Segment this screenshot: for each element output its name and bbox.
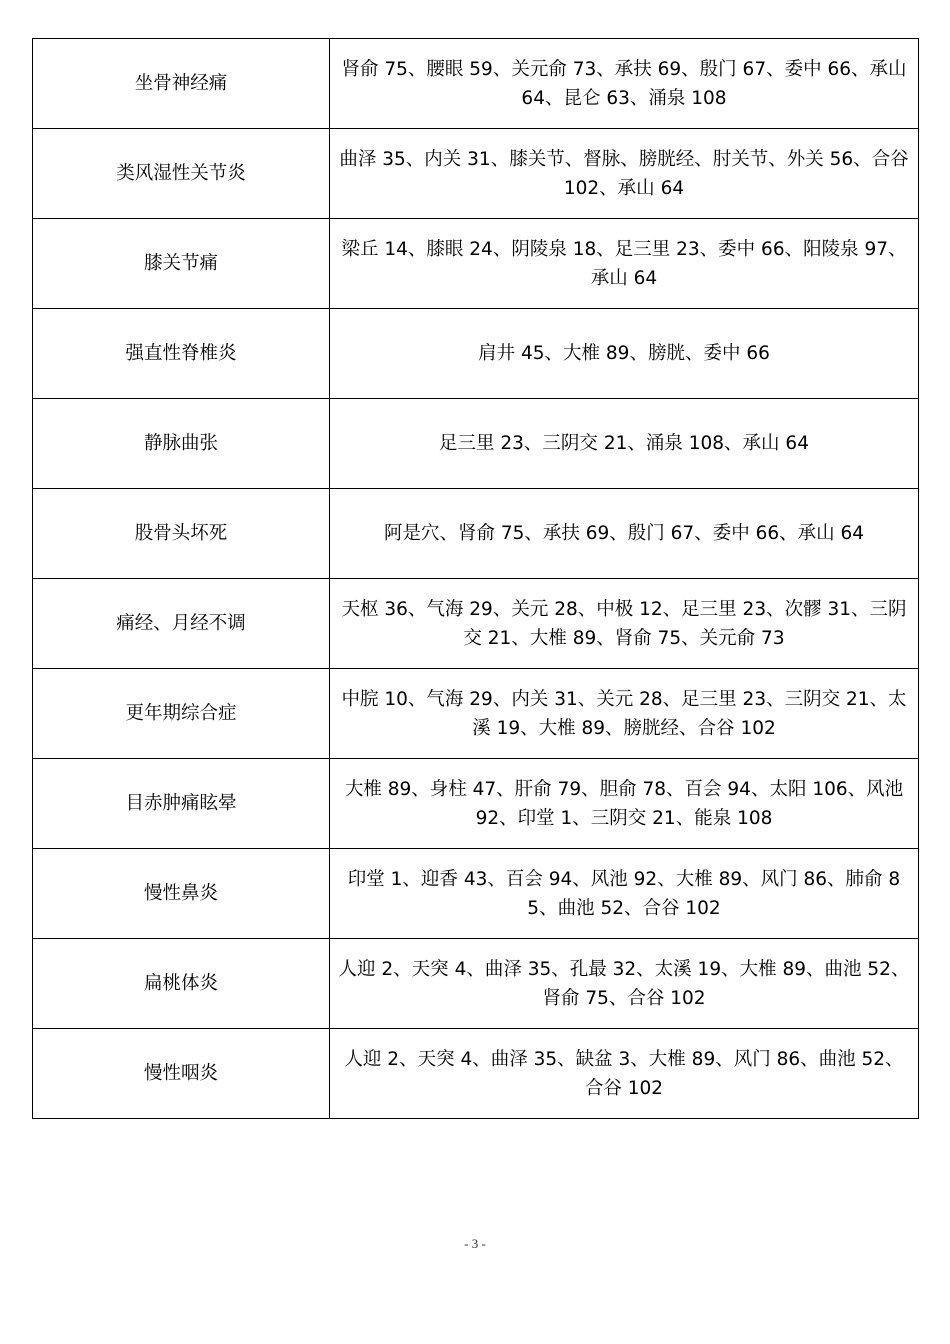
table-row: [33, 489, 919, 579]
acupoints-cell: 人迎 2、天突 4、曲泽 35、缺盆 3、大椎 89、风门 86、曲池 52、合谷 102: [330, 1029, 919, 1119]
acupoints-cell: 天枢 36、气海 29、关元 28、中极 12、足三里 23、次髎 31、三阴交 21、大椎 89、肾俞 75、关元俞 73: [330, 579, 919, 669]
table-row: [33, 39, 919, 129]
table-row: [33, 129, 919, 219]
condition-cell: 静脉曲张: [33, 399, 330, 489]
condition-cell: 类风湿性关节炎: [33, 129, 330, 219]
acupoints-cell: 阿是穴、肾俞 75、承扶 69、殷门 67、委中 66、承山 64: [330, 489, 919, 579]
acupoints-cell: 梁丘 14、膝眼 24、阴陵泉 18、足三里 23、委中 66、阳陵泉 97、承山 64: [330, 219, 919, 309]
condition-cell: 坐骨神经痛: [33, 39, 330, 129]
condition-cell: 扁桃体炎: [33, 939, 330, 1029]
condition-cell: 痛经、月经不调: [33, 579, 330, 669]
acupoints-cell: 肾俞 75、腰眼 59、关元俞 73、承扶 69、殷门 67、委中 66、承山 64、昆仑 63、涌泉 108: [330, 39, 919, 129]
table-row: [33, 849, 919, 939]
page-number: - 3 -: [464, 1236, 486, 1251]
condition-cell: 强直性脊椎炎: [33, 309, 330, 399]
acupoints-cell: 曲泽 35、内关 31、膝关节、督脉、膀胱经、肘关节、外关 56、合谷 102、承山 64: [330, 129, 919, 219]
acupoints-cell: 大椎 89、身柱 47、肝俞 79、胆俞 78、百会 94、太阳 106、风池 92、印堂 1、三阴交 21、能泉 108: [330, 759, 919, 849]
acupoints-cell: 中脘 10、气海 29、内关 31、关元 28、足三里 23、三阴交 21、太溪 19、大椎 89、膀胱经、合谷 102: [330, 669, 919, 759]
condition-cell: 更年期综合症: [33, 669, 330, 759]
acupoint-table: [32, 38, 919, 1119]
condition-cell: 目赤肿痛眩晕: [33, 759, 330, 849]
table-row: [33, 219, 919, 309]
table-row: [33, 579, 919, 669]
acupoints-cell: 人迎 2、天突 4、曲泽 35、孔最 32、太溪 19、大椎 89、曲池 52、肾俞 75、合谷 102: [330, 939, 919, 1029]
condition-cell: 慢性咽炎: [33, 1029, 330, 1119]
table-row: [33, 759, 919, 849]
table-row: [33, 399, 919, 489]
condition-cell: 慢性鼻炎: [33, 849, 330, 939]
table-row: [33, 309, 919, 399]
condition-cell: 膝关节痛: [33, 219, 330, 309]
acupoints-cell: 足三里 23、三阴交 21、涌泉 108、承山 64: [330, 399, 919, 489]
table-row: [33, 939, 919, 1029]
condition-cell: 股骨头坏死: [33, 489, 330, 579]
table-row: [33, 1029, 919, 1119]
acupoints-cell: 印堂 1、迎香 43、百会 94、风池 92、大椎 89、风门 86、肺俞 85、曲池 52、合谷 102: [330, 849, 919, 939]
acupoints-cell: 肩井 45、大椎 89、膀胱、委中 66: [330, 309, 919, 399]
table-row: [33, 669, 919, 759]
